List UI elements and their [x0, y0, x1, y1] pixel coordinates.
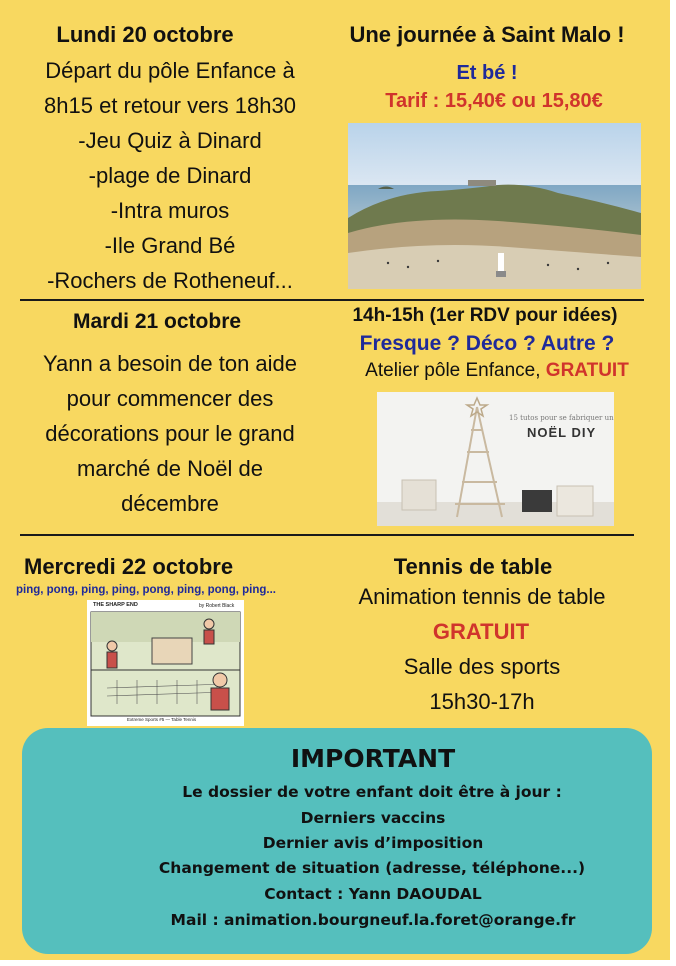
- tuesday-time: 14h-15h (1er RDV pour idées): [352, 305, 618, 326]
- section-divider: [20, 299, 644, 301]
- comic-title: THE SHARP END: [93, 602, 138, 608]
- monday-line: 8h15 et retour vers 18h30: [44, 93, 296, 118]
- important-contact: Contact : Yann DAOUDAL: [264, 885, 482, 903]
- wednesday-title: Tennis de table: [393, 554, 553, 579]
- comic-caption: Extreme Sports #5 — Table Tennis: [127, 717, 197, 722]
- wednesday-time: 15h30-17h: [429, 689, 535, 714]
- tuesday-question: Fresque ? Déco ? Autre ?: [359, 332, 615, 355]
- diy-caption: 15 tutos pour se fabriquer un: [509, 414, 614, 422]
- monday-line: -Rochers de Rotheneuf...: [47, 268, 293, 293]
- monday-line: -Intra muros: [110, 198, 230, 223]
- important-line: Le dossier de votre enfant doit être à jour :: [182, 783, 562, 801]
- tuesday-free: GRATUIT: [545, 360, 629, 381]
- wednesday-line: Animation tennis de table: [358, 584, 606, 609]
- wednesday-date: Mercredi 22 octobre: [24, 554, 234, 579]
- comic-author: by Robert Black: [199, 603, 235, 609]
- monday-line: -Jeu Quiz à Dinard: [78, 128, 262, 153]
- monday-line: -plage de Dinard: [88, 163, 252, 188]
- diy-title: NOËL DIY: [527, 425, 597, 440]
- monday-title: Une journée à Saint Malo !: [349, 22, 625, 47]
- tuesday-line: décembre: [121, 491, 219, 516]
- tennis-comic-image: [87, 600, 244, 726]
- tuesday-line: marché de Noël de: [77, 456, 263, 481]
- monday-line: -Ile Grand Bé: [104, 233, 236, 258]
- important-line: Derniers vaccins: [300, 809, 446, 827]
- saint-malo-photo: [348, 123, 641, 289]
- page-edge: [670, 0, 676, 966]
- tuesday-place-line: [365, 360, 629, 382]
- monday-price: Tarif : 15,40€ ou 15,80€: [385, 90, 603, 112]
- page-edge: [0, 960, 676, 966]
- tuesday-line: Yann a besoin de ton aide: [42, 351, 298, 376]
- important-line: Changement de situation (adresse, téléphone...): [158, 859, 586, 877]
- section-divider: [20, 534, 634, 536]
- important-line: Dernier avis d’imposition: [262, 834, 484, 852]
- tuesday-place: Atelier pôle Enfance,: [365, 360, 546, 381]
- tuesday-line: pour commencer des: [66, 386, 274, 411]
- important-title: IMPORTANT: [290, 744, 456, 773]
- noel-diy-photo: [377, 392, 614, 526]
- wednesday-place: Salle des sports: [403, 654, 561, 679]
- wednesday-free: GRATUIT: [432, 619, 530, 644]
- tuesday-line: décorations pour le grand: [45, 421, 295, 446]
- wednesday-ping: ping, pong, ping, ping, pong, ping, pong, ping...: [16, 584, 276, 596]
- monday-subtitle: Et bé !: [456, 62, 518, 84]
- important-mail[interactable]: Mail : animation.bourgneuf.la.foret@orange.fr: [170, 911, 576, 929]
- monday-line: Départ du pôle Enfance à: [45, 58, 295, 83]
- monday-date: Lundi 20 octobre: [56, 22, 234, 47]
- tuesday-date: Mardi 21 octobre: [73, 310, 242, 333]
